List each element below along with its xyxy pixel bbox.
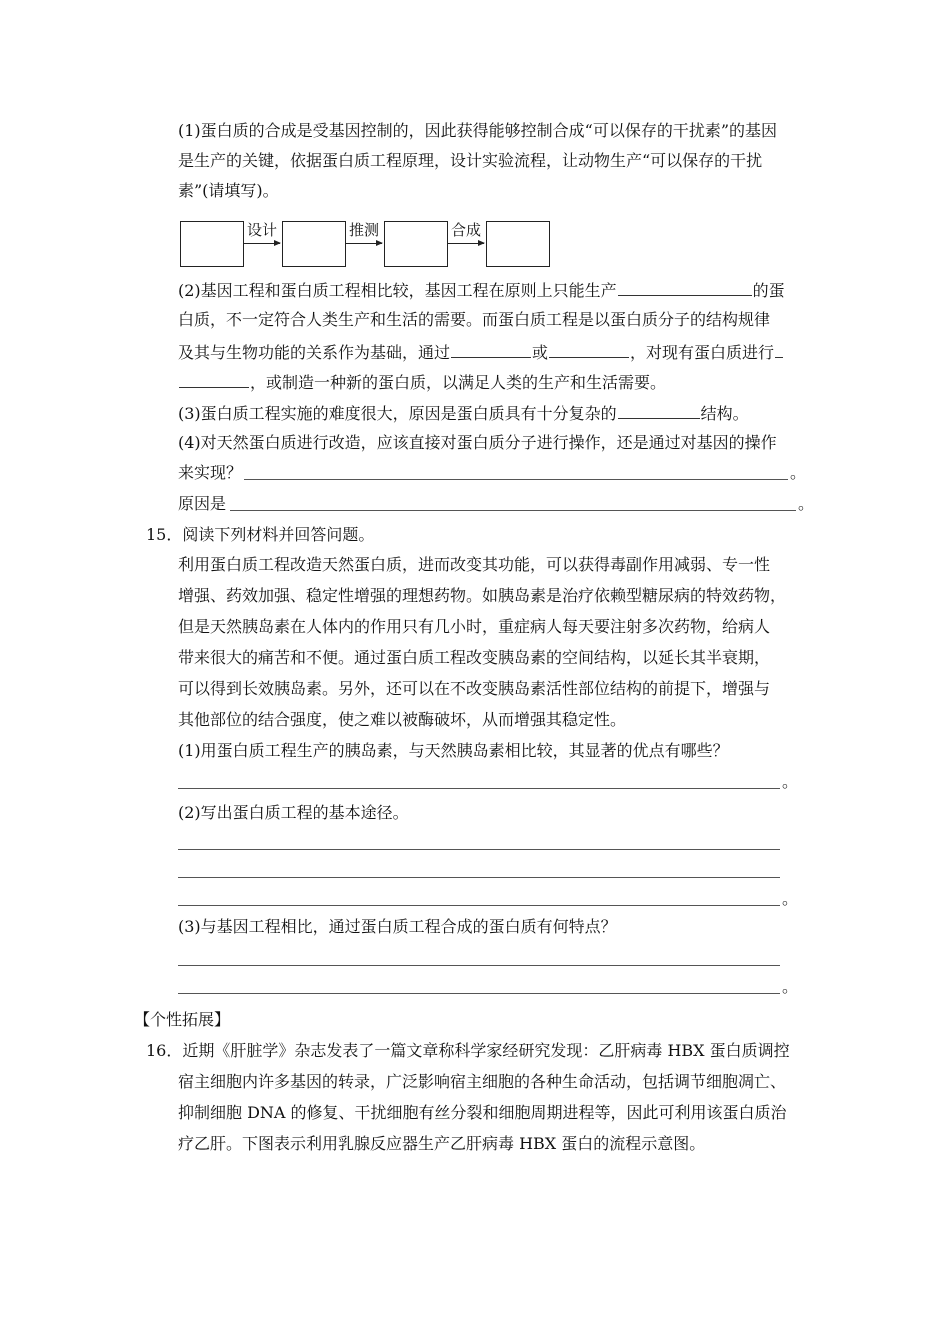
- flow-box-3[interactable]: [384, 221, 448, 267]
- period: 。: [798, 494, 815, 513]
- answer-line[interactable]: [178, 849, 780, 850]
- flow-label-infer: 推测: [349, 221, 380, 239]
- q14-p2-text-d: 或: [532, 343, 549, 362]
- flow-label-synthesize: 合成: [451, 221, 482, 239]
- q14-p1-line2: 是生产的关键，依据蛋白质工程原理，设计实验流程，让动物生产“可以保存的干扰: [178, 151, 763, 170]
- answer-blank[interactable]: [451, 341, 531, 358]
- flow-box-1[interactable]: [180, 221, 244, 267]
- answer-line[interactable]: [244, 479, 788, 480]
- answer-line[interactable]: [178, 965, 780, 966]
- q14-p2-line4: [178, 371, 666, 393]
- answer-line[interactable]: [178, 788, 780, 789]
- q15-sub2: (2)写出蛋白质工程的基本途径。: [178, 803, 409, 822]
- flow-arrow-1: [244, 243, 280, 244]
- q16-line: 抑制细胞 DNA 的修复、干扰细胞有丝分裂和细胞周期进程等，因此可利用该蛋白质治: [178, 1103, 787, 1122]
- q14-p2-text-e: ，对现有蛋白质进行: [630, 343, 775, 362]
- q14-p2-text-a: (2)基因工程和蛋白质工程相比较，基因工程在原则上只能生产: [178, 281, 617, 300]
- q14-p3-text-a: (3)蛋白质工程实施的难度很大，原因是蛋白质具有十分复杂的: [178, 404, 617, 423]
- period: 。: [782, 772, 799, 791]
- answer-line[interactable]: [178, 877, 780, 878]
- q15-material-line: 其他部位的结合强度，使之难以被酶破坏，从而增强其稳定性。: [178, 710, 627, 729]
- section-title: 【个性拓展】: [134, 1010, 231, 1029]
- q14-p2-text-b: 的蛋: [752, 281, 785, 300]
- q14-p3-line: [178, 402, 749, 424]
- q16-line: 宿主细胞内许多基因的转录，广泛影响宿主细胞的各种生命活动，包括调节细胞凋亡、: [178, 1072, 787, 1091]
- q14-p2-line1: [178, 279, 785, 301]
- period: 。: [790, 463, 807, 482]
- flow-arrow-3: [448, 243, 484, 244]
- answer-line[interactable]: [178, 905, 780, 906]
- q16-line: 疗乙肝。下图表示利用乳腺反应器生产乙肝病毒 HBX 蛋白的流程示意图。: [178, 1134, 706, 1153]
- flow-box-2[interactable]: [282, 221, 346, 267]
- q15-material-line: 利用蛋白质工程改造天然蛋白质，进而改变其功能，可以获得毒副作用减弱、专一性: [178, 555, 771, 574]
- q15-heading: 15．阅读下列材料并回答问题。: [146, 525, 375, 544]
- q14-p4-line1: (4)对天然蛋白质进行改造，应该直接对蛋白质分子进行操作，还是通过对基因的操作: [178, 433, 777, 452]
- answer-blank[interactable]: [618, 279, 752, 296]
- q14-p3-text-b: 结构。: [700, 404, 749, 423]
- q15-sub1: (1)用蛋白质工程生产的胰岛素，与天然胰岛素相比较，其显著的优点有哪些？: [178, 741, 729, 760]
- q14-p2-line3: [178, 341, 784, 363]
- period: 。: [782, 889, 799, 908]
- answer-line[interactable]: [230, 510, 796, 511]
- q15-material-line: 但是天然胰岛素在人体内的作用只有几小时，重症病人每天要注射多次药物，给病人: [178, 617, 771, 636]
- flow-label-design: 设计: [247, 221, 278, 239]
- answer-blank[interactable]: [618, 402, 700, 419]
- q14-p4-line2: 来实现？: [178, 463, 243, 482]
- answer-blank[interactable]: [775, 341, 783, 358]
- flow-box-4[interactable]: [486, 221, 550, 267]
- q14-p2-line2: 白质，不一定符合人类生产和生活的需要。而蛋白质工程是以蛋白质分子的结构规律: [178, 310, 771, 329]
- q15-sub3: (3)与基因工程相比，通过蛋白质工程合成的蛋白质有何特点？: [178, 917, 617, 936]
- q15-material-line: 增强、药效加强、稳定性增强的理想药物。如胰岛素是治疗依赖型糖尿病的特效药物，: [178, 586, 787, 605]
- flow-arrow-2: [346, 243, 382, 244]
- answer-blank[interactable]: [549, 341, 629, 358]
- period: 。: [782, 977, 799, 996]
- q15-material-line: 带来很大的痛苦和不便。通过蛋白质工程改变胰岛素的空间结构，以延长其半衰期，: [178, 648, 771, 667]
- q14-p1-line1: (1)蛋白质的合成是受基因控制的，因此获得能够控制合成“可以保存的干扰素”的基因: [178, 121, 778, 140]
- q14-p2-text-f: ，或制造一种新的蛋白质，以满足人类的生产和生活需要。: [250, 373, 667, 392]
- q14-p2-text-c: 及其与生物功能的关系作为基础，通过: [178, 343, 451, 362]
- q14-p4-line3: 原因是: [178, 494, 227, 513]
- q15-material-line: 可以得到长效胰岛素。另外，还可以在不改变胰岛素活性部位结构的前提下，增强与: [178, 679, 771, 698]
- q16-line: 16．近期《肝脏学》杂志发表了一篇文章称科学家经研究发现：乙肝病毒 HBX 蛋白质调控: [146, 1041, 790, 1060]
- answer-blank[interactable]: [179, 371, 249, 388]
- answer-line[interactable]: [178, 993, 780, 994]
- q14-p1-line3: 素”(请填写)。: [178, 181, 279, 200]
